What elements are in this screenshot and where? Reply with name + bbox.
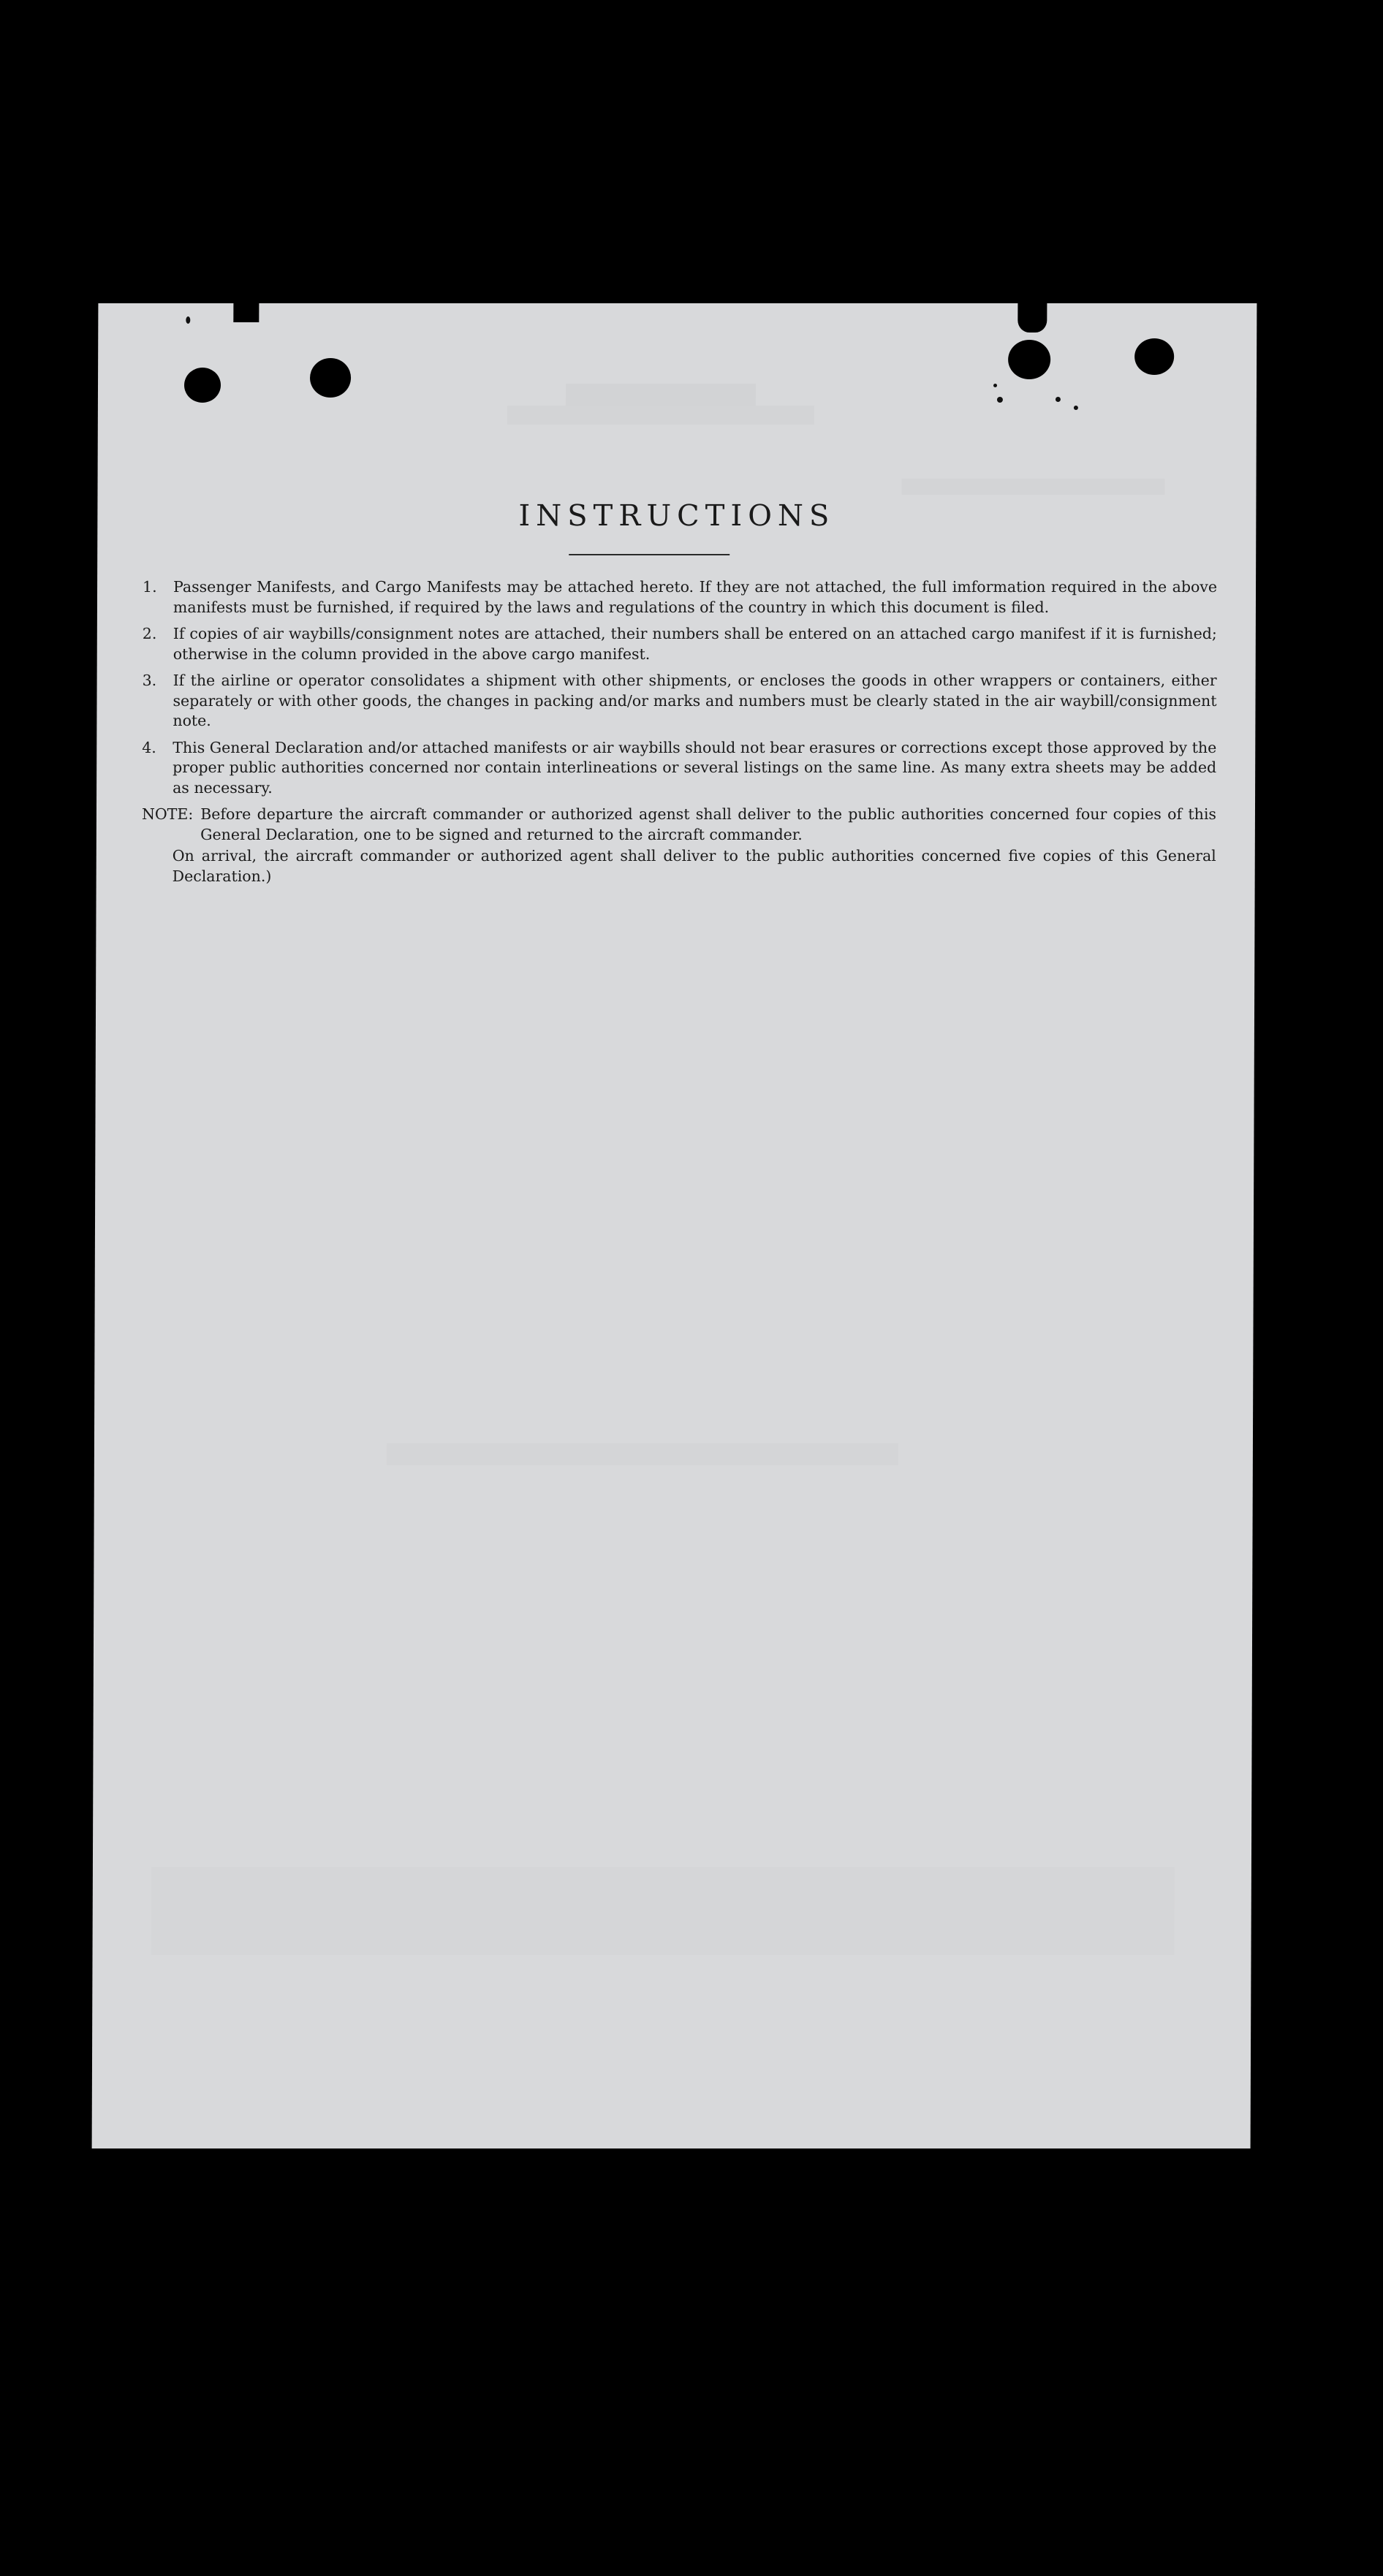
bleed-through-shading xyxy=(387,1443,898,1465)
item-number: 4. xyxy=(142,738,156,756)
bleed-through-shading xyxy=(901,479,1164,495)
speck-icon xyxy=(1074,406,1078,410)
punch-hole-left-icon xyxy=(184,368,221,403)
item-text: This General Declaration and/or attached manifests or air waybills should not bear erasures or corrections except those approved by the proper public authorities concerned nor contain interlineations or several listings on the same line. As many extra sheets may be added as necessary. xyxy=(173,738,1217,797)
torn-edge-left-icon xyxy=(233,302,259,322)
punch-hole-right-inner-icon xyxy=(1008,340,1050,379)
instruction-item xyxy=(143,624,1217,664)
note-block xyxy=(142,805,1216,845)
bleed-through-shading xyxy=(507,406,814,425)
punch-hole-right-icon xyxy=(1134,338,1174,375)
instruction-item xyxy=(142,671,1216,732)
speck-icon xyxy=(186,316,190,324)
item-number: 1. xyxy=(143,578,157,596)
instructions-list xyxy=(142,577,1217,886)
item-text: If copies of air waybills/consignment notes are attached, their numbers shall be entered on an attached cargo manifest if it is furnished; otherwise in the column provided in the above cargo manifest. xyxy=(173,625,1217,663)
title-underline xyxy=(569,554,730,555)
item-number: 2. xyxy=(142,625,157,642)
instruction-item xyxy=(142,738,1216,799)
item-number: 3. xyxy=(142,672,157,689)
note-label: NOTE: xyxy=(141,805,194,823)
document-page xyxy=(92,303,1257,2148)
note-text-departure: Before departure the aircraft commander or authorized agenst shall deliver to the public authorities concerned four copies of this General Declaration, one to be signed and returned to the aircraft commander. xyxy=(200,805,1217,843)
page-title: INSTRUCTIONS xyxy=(518,499,836,533)
item-text: If the airline or operator consolidates a shipment with other shipments, or encloses the goods in other wrappers or containers, either separately or with other goods, the changes in packing and/or marks and numbers must be clearly stated in the air waybill/consignment note. xyxy=(173,672,1217,729)
punch-hole-left-inner-icon xyxy=(310,358,351,398)
item-text: Passenger Manifests, and Cargo Manifests may be attached hereto. If they are not attached, the full imformation required in the above manifests must be furnished, if required by the laws and regulations of the country in which this document is filed. xyxy=(173,578,1218,616)
note-text-arrival: On arrival, the aircraft commander or authorized agent shall deliver to the public authorities concerned five copies of this General Declaration.) xyxy=(172,847,1216,885)
speck-icon xyxy=(993,384,997,387)
instruction-item xyxy=(143,577,1217,618)
bleed-through-shading xyxy=(151,1867,1175,1955)
speck-icon xyxy=(997,397,1003,403)
torn-edge-right-icon xyxy=(1018,302,1047,333)
speck-icon xyxy=(1056,397,1061,402)
bleed-through-shading xyxy=(566,384,756,406)
